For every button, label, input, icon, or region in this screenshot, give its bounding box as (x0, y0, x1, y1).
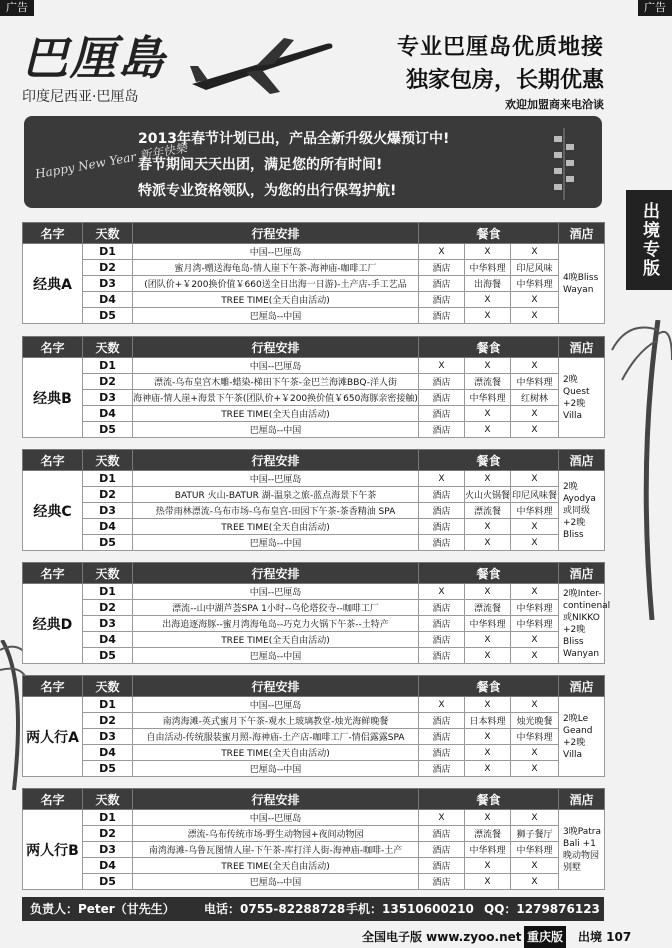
package-table (22, 562, 611, 664)
header-day: 天数 (83, 337, 133, 358)
day-cell: D3 (83, 503, 133, 519)
meal-lunch-cell: 漂流餐 (465, 600, 511, 616)
day-cell: D5 (83, 761, 133, 777)
day-cell: D4 (83, 519, 133, 535)
meal-dinner-cell: X (511, 697, 559, 713)
meal-lunch-cell: X (465, 535, 511, 551)
header-name: 名字 (23, 789, 83, 810)
banner-line-2: 春节期间天天出团，满足您的所有时间! (138, 157, 383, 173)
header-day: 天数 (83, 223, 133, 244)
meal-dinner-cell: 印尼风味餐 (511, 487, 559, 503)
meal-dinner-cell: X (511, 519, 559, 535)
header-meals: 餐食 (419, 563, 559, 584)
table-row (23, 535, 605, 551)
day-cell: D5 (83, 648, 133, 664)
meal-lunch-cell: 漂流餐 (465, 503, 511, 519)
header-itinerary: 行程安排 (133, 676, 419, 697)
itinerary-cell: 漂流--山中湖芦荟SPA 1小时--乌伦塔狡寺--咖啡工厂 (133, 600, 419, 616)
meal-lunch-cell: X (465, 406, 511, 422)
table-row (23, 761, 605, 777)
header-day: 天数 (83, 676, 133, 697)
meal-lunch-cell: X (465, 697, 511, 713)
table-row (23, 697, 605, 713)
itinerary-cell: 中国--巴厘岛 (133, 471, 419, 487)
package-name: 经典A (23, 244, 83, 324)
meal-lunch-cell: 中华料理 (465, 390, 511, 406)
table-row (23, 745, 605, 761)
table-row (23, 842, 605, 858)
table-row (23, 487, 605, 503)
table-row (23, 810, 605, 826)
meal-breakfast-cell: 酒店 (419, 632, 465, 648)
itinerary-cell: TREE TIME(全天自由活动) (133, 406, 419, 422)
package-table (22, 336, 604, 438)
meal-lunch-cell: 中华料理 (465, 616, 511, 632)
meal-breakfast-cell: 酒店 (419, 535, 465, 551)
day-cell: D1 (83, 810, 133, 826)
meal-breakfast-cell: 酒店 (419, 600, 465, 616)
itinerary-cell: 中国--巴厘岛 (133, 584, 419, 600)
header-itinerary: 行程安排 (133, 450, 419, 471)
day-cell: D4 (83, 858, 133, 874)
meal-dinner-cell: X (511, 292, 559, 308)
header-itinerary: 行程安排 (133, 789, 419, 810)
itinerary-cell: 漂流-乌布皇宫木雕-蜡染-梯田下午茶-金巴兰海滩BBQ-洋人街 (133, 374, 419, 390)
meal-dinner-cell: 中华料理 (511, 276, 559, 292)
side-tab-outbound: 出境专版 (626, 190, 672, 290)
itinerary-cell: TREE TIME(全天自由活动) (133, 519, 419, 535)
table-header-row (23, 563, 605, 584)
meal-lunch-cell: X (465, 358, 511, 374)
day-cell: D3 (83, 616, 133, 632)
table-row (23, 390, 605, 406)
meal-dinner-cell: 烛光晚餐 (511, 713, 559, 729)
site-link[interactable]: 全国电子版 www.zyoo.net (362, 930, 522, 944)
table-row (23, 584, 605, 600)
ad-tag-left: 广告 (0, 0, 34, 16)
table-row (23, 874, 605, 890)
firecracker-decoration-icon (544, 128, 584, 204)
contact-qq: QQ：1279876123 (484, 902, 600, 916)
table-header-row (23, 223, 605, 244)
itinerary-cell: 自由活动-传统服装蜜月照-海神庙-土产店-咖啡工厂-情侣露露SPA (133, 729, 419, 745)
meal-lunch-cell: 出海餐 (465, 276, 511, 292)
day-cell: D5 (83, 874, 133, 890)
itinerary-cell: 南湾海滩-乌鲁瓦图情人崖-下午茶-库打洋人街-海神庙-咖啡-土产 (133, 842, 419, 858)
table-row (23, 858, 605, 874)
itinerary-cell: 中国--巴厘岛 (133, 244, 419, 260)
palm-tree-right-icon (608, 320, 672, 620)
header-day: 天数 (83, 450, 133, 471)
itinerary-cell: 中国--巴厘岛 (133, 810, 419, 826)
meal-breakfast-cell: 酒店 (419, 761, 465, 777)
meal-lunch-cell: X (465, 244, 511, 260)
logo-subtitle: 印度尼西亚·巴厘岛 (22, 89, 139, 105)
meal-dinner-cell: 中华料理 (511, 616, 559, 632)
itinerary-cell: 南湾海滩-英式蜜月下午茶-观水上玻璃教堂-烛光海鲜晚餐 (133, 713, 419, 729)
meal-dinner-cell: X (511, 648, 559, 664)
package-table (22, 449, 604, 551)
header-name: 名字 (23, 450, 83, 471)
table-row (23, 713, 605, 729)
itinerary-cell: (团队价+￥200换价值￥660送全日出海一日游)-土产店-手工艺品 (133, 276, 419, 292)
header-itinerary: 行程安排 (133, 563, 419, 584)
day-cell: D4 (83, 406, 133, 422)
header-hotel: 酒店 (559, 450, 605, 471)
day-cell: D5 (83, 422, 133, 438)
day-cell: D1 (83, 584, 133, 600)
meal-dinner-cell: X (511, 308, 559, 324)
itinerary-cell: 巴厘岛--中国 (133, 874, 419, 890)
meal-dinner-cell: 中华料理 (511, 729, 559, 745)
headline-invite: 欢迎加盟商来电洽谈 (505, 98, 604, 111)
meal-breakfast-cell: X (419, 358, 465, 374)
day-cell: D2 (83, 260, 133, 276)
itinerary-cell: 巴厘岛--中国 (133, 761, 419, 777)
meal-breakfast-cell: 酒店 (419, 745, 465, 761)
day-cell: D5 (83, 535, 133, 551)
itinerary-cell: 巴厘岛--中国 (133, 422, 419, 438)
hotel-cell: 3晚Patra Bali +1晚动物园别墅 (559, 810, 605, 890)
hotel-cell: 4晚Bliss Wayan (559, 244, 605, 324)
day-cell: D1 (83, 697, 133, 713)
package-name: 两人行A (23, 697, 83, 777)
meal-breakfast-cell: 酒店 (419, 874, 465, 890)
meal-breakfast-cell: 酒店 (419, 729, 465, 745)
meal-breakfast-cell: 酒店 (419, 422, 465, 438)
header-itinerary: 行程安排 (133, 223, 419, 244)
meal-lunch-cell: X (465, 761, 511, 777)
table-row (23, 244, 605, 260)
itinerary-cell: TREE TIME(全天自由活动) (133, 858, 419, 874)
headline-main: 专业巴厘岛优质地接 (396, 35, 604, 60)
meal-breakfast-cell: 酒店 (419, 487, 465, 503)
meal-dinner-cell: X (511, 761, 559, 777)
meal-dinner-cell: 印尼风味 (511, 260, 559, 276)
header-name: 名字 (23, 337, 83, 358)
meal-dinner-cell: 红树林 (511, 390, 559, 406)
meal-dinner-cell: X (511, 745, 559, 761)
meal-breakfast-cell: 酒店 (419, 648, 465, 664)
hotel-cell: 2晚Quest +2晚Villa (559, 358, 605, 438)
hotel-cell: 2晚Le Geand +2晚Villa (559, 697, 605, 777)
headline-offer: 独家包房，长期优惠 (405, 68, 604, 93)
day-cell: D4 (83, 292, 133, 308)
header-meals: 餐食 (419, 676, 559, 697)
header-meals: 餐食 (419, 450, 559, 471)
edition-badge: 重庆版 (524, 926, 566, 948)
day-cell: D1 (83, 358, 133, 374)
package-table (22, 788, 604, 890)
header-itinerary: 行程安排 (133, 337, 419, 358)
meal-breakfast-cell: 酒店 (419, 374, 465, 390)
meal-breakfast-cell: 酒店 (419, 616, 465, 632)
header-hotel: 酒店 (559, 789, 605, 810)
promo-banner (24, 116, 602, 208)
itinerary-cell: TREE TIME(全天自由活动) (133, 292, 419, 308)
package-name: 经典C (23, 471, 83, 551)
meal-dinner-cell: 中华料理 (511, 600, 559, 616)
new-year-greeting: Happy New Year 新年快樂 (34, 140, 189, 182)
itinerary-cell: 中国--巴厘岛 (133, 697, 419, 713)
meal-dinner-cell: X (511, 535, 559, 551)
header-hotel: 酒店 (559, 676, 605, 697)
table-row (23, 292, 605, 308)
table-row (23, 374, 605, 390)
contact-mobile: 手机：13510600210 (346, 902, 474, 916)
itinerary-cell: 巴厘岛--中国 (133, 535, 419, 551)
meal-breakfast-cell: 酒店 (419, 826, 465, 842)
meal-lunch-cell: X (465, 632, 511, 648)
meal-lunch-cell: X (465, 874, 511, 890)
package-table (22, 675, 604, 777)
meal-breakfast-cell: X (419, 584, 465, 600)
header-hotel: 酒店 (559, 563, 605, 584)
day-cell: D1 (83, 244, 133, 260)
meal-breakfast-cell: 酒店 (419, 713, 465, 729)
headline (330, 30, 604, 112)
hotel-cell: 2晚Ayodya 或同级 +2晚Bliss (559, 471, 605, 551)
header-hotel: 酒店 (559, 223, 605, 244)
header-hotel: 酒店 (559, 337, 605, 358)
day-cell: D4 (83, 745, 133, 761)
table-row (23, 260, 605, 276)
meal-lunch-cell: 中华料理 (465, 260, 511, 276)
meal-lunch-cell: X (465, 858, 511, 874)
meal-dinner-cell: X (511, 358, 559, 374)
table-row (23, 276, 605, 292)
logo (22, 22, 166, 106)
meal-breakfast-cell: 酒店 (419, 390, 465, 406)
day-cell: D1 (83, 471, 133, 487)
itinerary-cell: 出海追逐海豚--蜜月湾海龟岛--巧克力火锅下午茶--土特产 (133, 616, 419, 632)
itinerary-cell: 热带雨林漂流-乌布市场-乌布皇宫-田园下午茶-茶香精油 SPA (133, 503, 419, 519)
header-day: 天数 (83, 563, 133, 584)
meal-lunch-cell: 漂流餐 (465, 374, 511, 390)
meal-breakfast-cell: X (419, 810, 465, 826)
table-row (23, 308, 605, 324)
itinerary-cell: 海神庙-情人崖+海景下午茶(团队价+￥200换价值￥650海豚亲密接触) (133, 390, 419, 406)
meal-dinner-cell: X (511, 584, 559, 600)
day-cell: D2 (83, 826, 133, 842)
page-number: 出境 107 (578, 930, 632, 944)
itinerary-cell: BATUR 火山-BATUR 湖-温泉之旅-蓝点海景下午茶 (133, 487, 419, 503)
day-cell: D3 (83, 390, 133, 406)
itinerary-cell: TREE TIME(全天自由活动) (133, 632, 419, 648)
meal-breakfast-cell: 酒店 (419, 308, 465, 324)
table-row (23, 519, 605, 535)
table-row (23, 358, 605, 374)
table-row (23, 503, 605, 519)
itinerary-cell: 漂流-乌布传统市场-野生动物园+夜间动物园 (133, 826, 419, 842)
meal-lunch-cell: X (465, 422, 511, 438)
table-row (23, 471, 605, 487)
meal-dinner-cell: X (511, 244, 559, 260)
header-day: 天数 (83, 789, 133, 810)
meal-dinner-cell: X (511, 471, 559, 487)
meal-lunch-cell: X (465, 292, 511, 308)
day-cell: D2 (83, 713, 133, 729)
meal-lunch-cell: 火山火锅餐 (465, 487, 511, 503)
meal-lunch-cell: 中华料理 (465, 842, 511, 858)
meal-dinner-cell: 中华料理 (511, 503, 559, 519)
ad-tag-right: 广告 (638, 0, 672, 16)
meal-lunch-cell: X (465, 519, 511, 535)
meal-breakfast-cell: 酒店 (419, 260, 465, 276)
itinerary-cell: TREE TIME(全天自由活动) (133, 745, 419, 761)
meal-lunch-cell: X (465, 729, 511, 745)
day-cell: D3 (83, 729, 133, 745)
itinerary-cell: 中国--巴厘岛 (133, 358, 419, 374)
meal-dinner-cell: X (511, 874, 559, 890)
meal-breakfast-cell: 酒店 (419, 406, 465, 422)
table-header-row (23, 337, 605, 358)
contact-footer (22, 897, 604, 921)
package-name: 两人行B (23, 810, 83, 890)
page-footer (0, 926, 672, 948)
meal-lunch-cell: 日本料理 (465, 713, 511, 729)
meal-breakfast-cell: 酒店 (419, 292, 465, 308)
meal-breakfast-cell: 酒店 (419, 519, 465, 535)
itinerary-cell: 蜜月湾-赠送海龟岛-情人崖下午茶-海神庙-咖啡工厂 (133, 260, 419, 276)
package-name: 经典D (23, 584, 83, 664)
meal-breakfast-cell: 酒店 (419, 503, 465, 519)
meal-lunch-cell: 漂流餐 (465, 826, 511, 842)
meal-lunch-cell: X (465, 584, 511, 600)
banner-line-1: 2013年春节计划已出，产品全新升级火爆预订中! (138, 131, 450, 147)
day-cell: D3 (83, 842, 133, 858)
header-meals: 餐食 (419, 337, 559, 358)
table-row (23, 600, 605, 616)
meal-breakfast-cell: 酒店 (419, 842, 465, 858)
meal-dinner-cell: X (511, 632, 559, 648)
meal-dinner-cell: 狮子餐厅 (511, 826, 559, 842)
meal-lunch-cell: X (465, 471, 511, 487)
table-header-row (23, 676, 605, 697)
meal-breakfast-cell: 酒店 (419, 858, 465, 874)
logo-title: 巴厘島 (22, 31, 166, 85)
table-row (23, 826, 605, 842)
itinerary-cell: 巴厘岛--中国 (133, 648, 419, 664)
table-row (23, 632, 605, 648)
meal-dinner-cell: X (511, 810, 559, 826)
package-table (22, 222, 604, 324)
contact-person: 负责人：Peter（甘先生） (30, 902, 175, 916)
header-name: 名字 (23, 223, 83, 244)
table-row (23, 406, 605, 422)
meal-breakfast-cell: X (419, 697, 465, 713)
itinerary-cell: 巴厘岛--中国 (133, 308, 419, 324)
day-cell: D4 (83, 632, 133, 648)
day-cell: D2 (83, 374, 133, 390)
day-cell: D5 (83, 308, 133, 324)
meal-lunch-cell: X (465, 745, 511, 761)
day-cell: D2 (83, 600, 133, 616)
meal-dinner-cell: X (511, 422, 559, 438)
meal-breakfast-cell: 酒店 (419, 276, 465, 292)
header-meals: 餐食 (419, 789, 559, 810)
day-cell: D3 (83, 276, 133, 292)
table-row (23, 648, 605, 664)
banner-line-3: 特派专业资格领队，为您的出行保驾护航! (138, 183, 397, 199)
meal-dinner-cell: 中华料理 (511, 842, 559, 858)
hotel-cell: 2晚Inter-continenal 或NIKKO +2晚Bliss Wanyan (559, 584, 605, 664)
meal-dinner-cell: 中华料理 (511, 374, 559, 390)
table-header-row (23, 789, 605, 810)
meal-breakfast-cell: X (419, 244, 465, 260)
header-name: 名字 (23, 676, 83, 697)
contact-phone: 电话：0755-82288728 (204, 902, 346, 916)
package-name: 经典B (23, 358, 83, 438)
header-name: 名字 (23, 563, 83, 584)
meal-lunch-cell: X (465, 308, 511, 324)
table-row (23, 422, 605, 438)
table-row (23, 729, 605, 745)
meal-lunch-cell: X (465, 810, 511, 826)
meal-breakfast-cell: X (419, 471, 465, 487)
airplane-icon (186, 36, 336, 102)
meal-dinner-cell: X (511, 858, 559, 874)
table-row (23, 616, 605, 632)
table-header-row (23, 450, 605, 471)
meal-dinner-cell: X (511, 406, 559, 422)
day-cell: D2 (83, 487, 133, 503)
header-meals: 餐食 (419, 223, 559, 244)
meal-lunch-cell: X (465, 648, 511, 664)
